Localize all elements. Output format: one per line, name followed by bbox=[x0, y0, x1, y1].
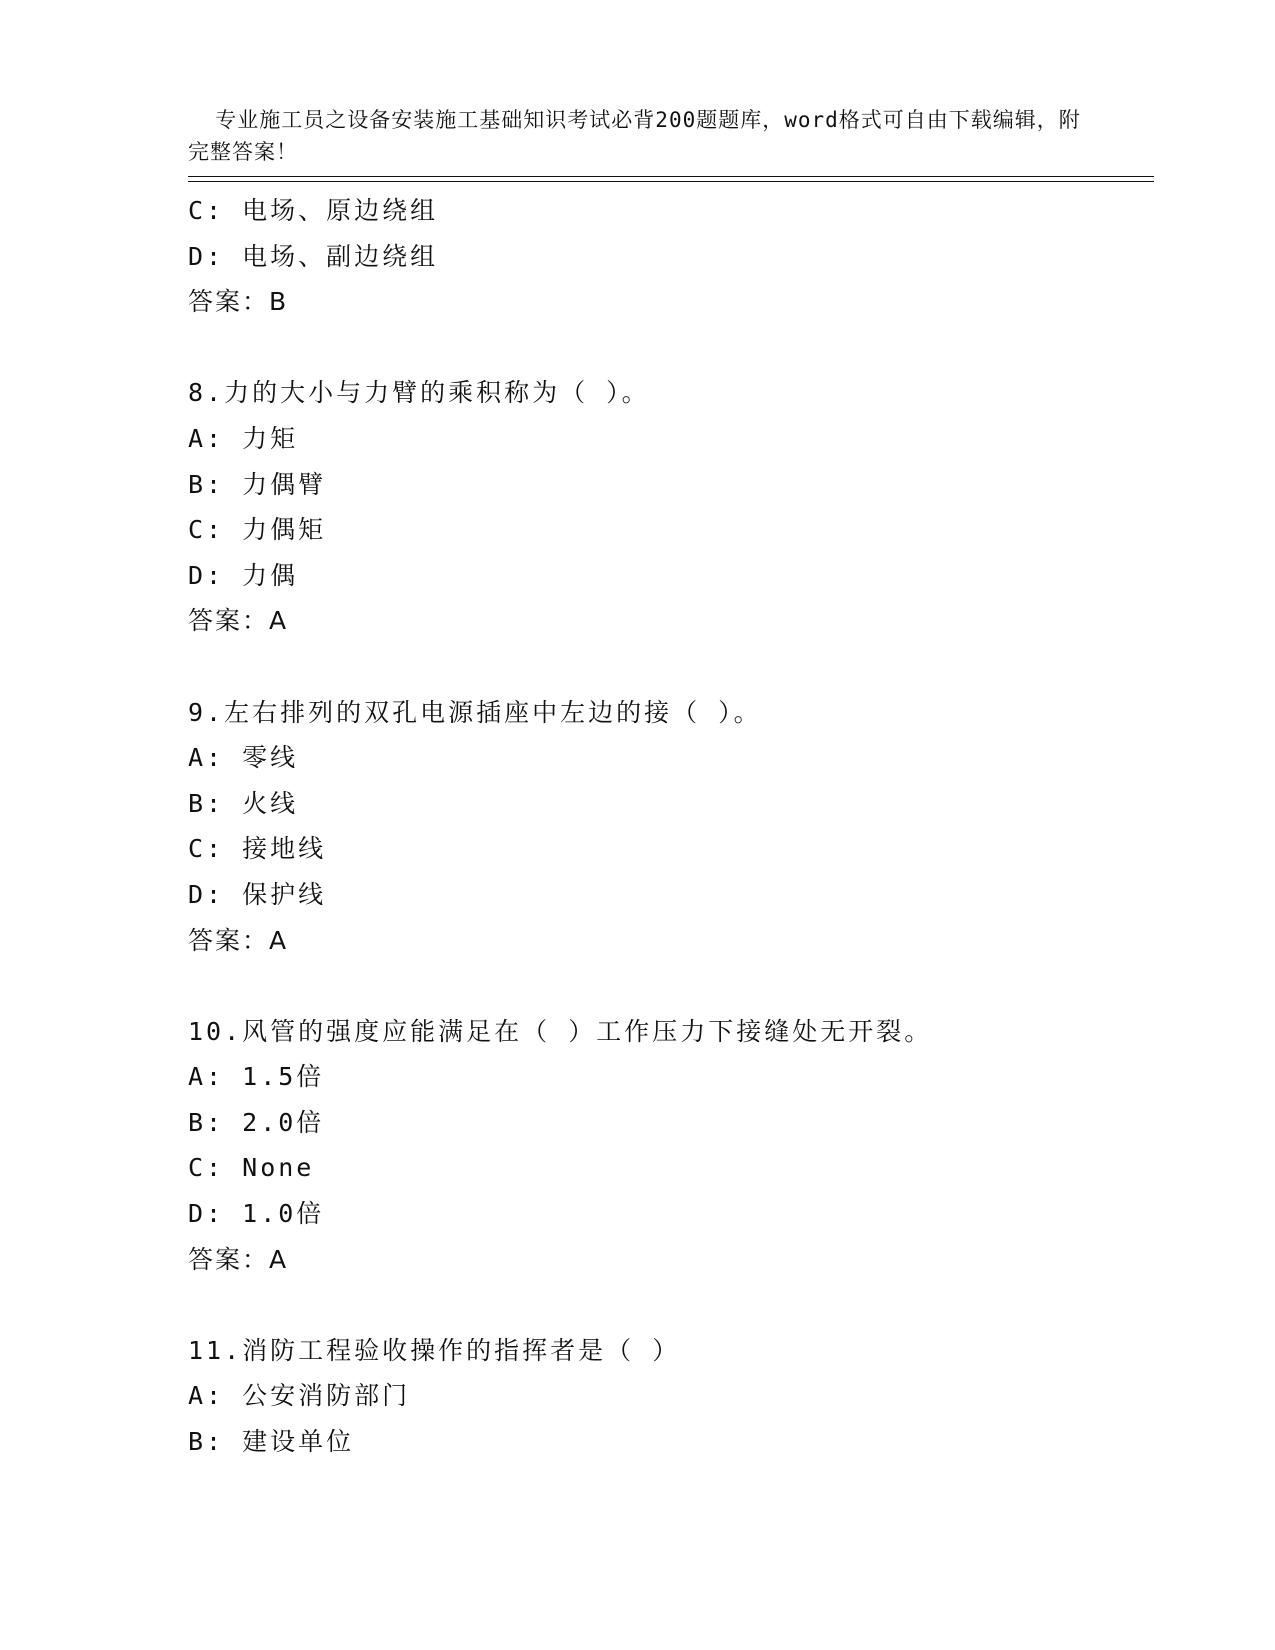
question-7-continuation bbox=[188, 188, 1154, 325]
spacer bbox=[188, 963, 1154, 1009]
question-8 bbox=[188, 370, 1154, 644]
answer-line: 答案：A bbox=[188, 1244, 289, 1274]
option-b: B: 2.0倍 bbox=[188, 1107, 325, 1137]
option-b: B: 建设单位 bbox=[188, 1427, 355, 1457]
question-stem: 9.左右排列的双孔电源插座中左边的接（ ）。 bbox=[188, 697, 762, 727]
option-c: C: 接地线 bbox=[188, 834, 327, 864]
option-a: A: 零线 bbox=[188, 743, 299, 773]
option-d: D: 力偶 bbox=[188, 560, 299, 590]
question-9 bbox=[188, 690, 1154, 964]
question-stem: 10.风管的强度应能满足在（ ）工作压力下接缝处无开裂。 bbox=[188, 1016, 933, 1046]
answer-line: 答案：B bbox=[188, 287, 289, 317]
question-list bbox=[188, 188, 1154, 1465]
option-c: C: 电场、原边绕组 bbox=[188, 196, 439, 225]
option-c: C: None bbox=[188, 1153, 315, 1183]
spacer bbox=[188, 325, 1154, 371]
spacer bbox=[188, 1282, 1154, 1328]
answer-line: 答案：A bbox=[188, 606, 289, 636]
question-stem: 11.消防工程验收操作的指挥者是（ ） bbox=[188, 1335, 681, 1365]
option-c: C: 力偶矩 bbox=[188, 515, 327, 545]
answer-line: 答案：A bbox=[188, 925, 289, 955]
question-stem: 8.力的大小与力臂的乘积称为（ ）。 bbox=[188, 378, 650, 408]
option-b: B: 火线 bbox=[188, 788, 299, 818]
option-d: D: 保护线 bbox=[188, 879, 327, 909]
option-a: A: 1.5倍 bbox=[188, 1062, 325, 1092]
option-d: D: 电场、副边绕组 bbox=[188, 241, 439, 271]
option-b: B: 力偶臂 bbox=[188, 469, 327, 499]
document-title: 专业施工员之设备安装施工基础知识考试必背200题题库，word格式可自由下载编辑，附完整答案！ bbox=[188, 108, 1081, 164]
page-header bbox=[188, 72, 1088, 168]
question-10 bbox=[188, 1009, 1154, 1283]
option-d: D: 1.0倍 bbox=[188, 1199, 325, 1229]
option-a: A: 公安消防部门 bbox=[188, 1381, 411, 1411]
spacer bbox=[188, 644, 1154, 690]
option-a: A: 力矩 bbox=[188, 423, 299, 453]
header-divider-bottom bbox=[188, 181, 1154, 182]
question-11 bbox=[188, 1328, 1154, 1465]
header-divider-top bbox=[188, 176, 1154, 177]
